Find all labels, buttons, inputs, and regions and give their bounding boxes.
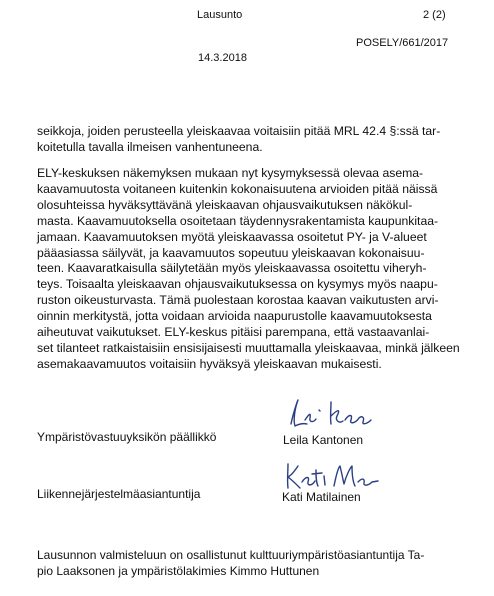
signer-2-title: Liikennejärjestelmäasiantuntija — [37, 487, 201, 501]
document-type: Lausunto — [197, 9, 243, 21]
page-number: 2 (2) — [423, 9, 446, 21]
text-line: masta. Kaavamuutoksella osoitetaan täydennysrakentamista kaupunkitaa- — [37, 213, 439, 228]
text-line: teys. Toisaalta yleiskaavan ohjausvaikutuksessa on kysymys myös naapu- — [37, 277, 438, 292]
signer-1-title: Ympäristövastuuyksikön päällikkö — [37, 430, 217, 444]
handwritten-signature-2 — [282, 458, 382, 494]
signer-1-name: Leila Kantonen — [283, 433, 364, 447]
reference-number: POSELY/661/2017 — [356, 37, 449, 49]
preparation-note — [37, 547, 462, 579]
handwritten-signature-1 — [283, 394, 378, 434]
text-line: teen. Kaavaratkaisulla säilytetään myös yleiskaavassa osoitettu viheryh- — [37, 261, 427, 276]
text-line: aiheutuvat vaikutukset. ELY-keskus pitäisi parempana, että vastaavanlai- — [37, 325, 430, 340]
text-line: olosuhteissa hyväksyttävänä yleiskaavan ohjausvaikutuksen näkökul- — [37, 197, 413, 212]
text-line: kaavamuutosta voitaneen kuitenkin kokonaisuutena arvioiden pitää näissä — [37, 181, 438, 196]
paragraph-1 — [37, 124, 462, 156]
text-line: pio Laaksonen ja ympäristölakimies Kimmo Huttunen — [37, 564, 320, 578]
text-line: koitetulla tavalla ilmeisen vanhentuneena. — [37, 139, 263, 154]
text-line: ruston oikeusturvasta. Tämä puolestaan korostaa kaavan vaikutusten arvi- — [37, 293, 439, 308]
text-line: seikkoja, joiden perusteella yleiskaavaa voitaisiin pitää MRL 42.4 §:ssä tar- — [37, 124, 441, 138]
paragraph-2 — [37, 166, 462, 373]
text-line: oinnin merkitystä, jotta voidaan arvioida naapurustolle kaavamuutoksesta — [37, 309, 432, 324]
text-line: ELY-keskuksen näkemyksen mukaan nyt kysymyksessä olevaa asema- — [37, 166, 424, 180]
document-date: 14.3.2018 — [198, 52, 247, 64]
text-line: asemakaavamuutos voitaisiin hyväksyä yleiskaavan mukaisesti. — [37, 356, 382, 371]
text-line: set tilanteet ratkaistaisiin ensisijaisesti muuttamalla yleiskaavaa, minkä jälkeen — [37, 340, 460, 355]
signer-2-name: Kati Matilainen — [282, 490, 361, 504]
text-line: pääasiassa säilyvät, ja kaavamuutos sopeutuu yleiskaavan kokonaisuu- — [37, 245, 425, 260]
text-line: jamaan. Kaavamuutoksen myötä yleiskaavassa osoitetut PY- ja V-alueet — [37, 229, 427, 244]
text-line: Lausunnon valmisteluun on osallistunut kulttuuriympäristöasiantuntija Ta- — [37, 548, 425, 562]
